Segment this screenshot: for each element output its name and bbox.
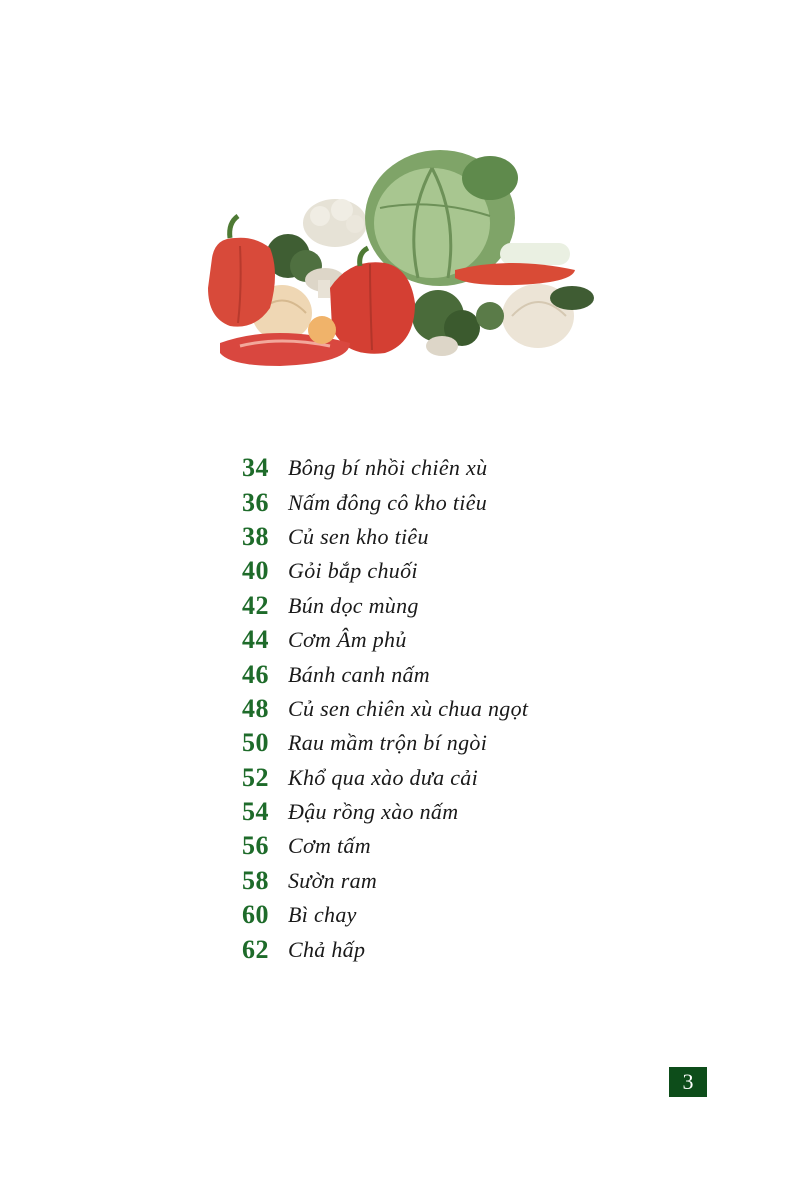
- toc-page-number: 62: [242, 934, 269, 964]
- toc-entry[interactable]: [242, 932, 722, 966]
- toc-title: Củ sen kho tiêu: [288, 523, 429, 549]
- toc-entry[interactable]: [242, 451, 722, 485]
- toc-title: Nấm đông cô kho tiêu: [288, 489, 488, 515]
- toc-entry[interactable]: [242, 520, 722, 554]
- toc-entry[interactable]: [242, 898, 722, 932]
- toc-title: Rau mầm trộn bí ngòi: [288, 730, 488, 756]
- toc-entry[interactable]: [242, 761, 722, 795]
- toc-page-number: 56: [242, 831, 269, 861]
- toc-title: Bánh canh nấm: [288, 661, 430, 687]
- toc-page-number: 50: [242, 728, 269, 758]
- toc-entry[interactable]: [242, 589, 722, 623]
- toc-title: Sườn ram: [288, 867, 378, 893]
- toc-page-number: 34: [242, 453, 269, 483]
- toc-title: Củ sen chiên xù chua ngọt: [288, 695, 529, 721]
- toc-page-number: 42: [242, 590, 269, 620]
- toc-entry[interactable]: [242, 554, 722, 588]
- toc-page-number: 54: [242, 797, 269, 827]
- toc-entry[interactable]: [242, 829, 722, 863]
- toc-page-number: 40: [242, 556, 269, 586]
- toc-title: Đậu rồng xào nấm: [288, 799, 459, 825]
- toc-title: Chả hấp: [288, 936, 366, 962]
- toc-page-number: 52: [242, 762, 269, 792]
- toc-title: Gỏi bắp chuối: [288, 558, 418, 584]
- toc-page-number: 46: [242, 659, 269, 689]
- toc-title: Cơm tấm: [288, 833, 371, 859]
- toc-entry[interactable]: [242, 726, 722, 760]
- toc-page-number: 38: [242, 521, 269, 551]
- toc-page-number: 44: [242, 625, 269, 655]
- toc-entry[interactable]: [242, 623, 722, 657]
- toc-entry[interactable]: [242, 864, 722, 898]
- toc-title: Bông bí nhồi chiên xù: [288, 455, 488, 481]
- toc-page-number: 58: [242, 865, 269, 895]
- toc-title: Khổ qua xào dưa cải: [288, 764, 479, 790]
- toc-title: Bún dọc mùng: [288, 592, 419, 618]
- toc-title: Cơm Âm phủ: [288, 627, 407, 653]
- toc-entry[interactable]: [242, 692, 722, 726]
- toc-page-number: 48: [242, 693, 269, 723]
- vegetables-illustration: [200, 138, 610, 373]
- toc-entry[interactable]: [242, 657, 722, 691]
- toc-page-number: 36: [242, 487, 269, 517]
- toc-entry[interactable]: [242, 795, 722, 829]
- toc-entry[interactable]: [242, 485, 722, 519]
- page-number-badge: 3: [669, 1067, 707, 1097]
- toc-title: Bì chay: [288, 902, 357, 928]
- vegetable-still-life-icon: [200, 138, 610, 373]
- toc-page-number: 60: [242, 900, 269, 930]
- table-of-contents: [242, 451, 722, 967]
